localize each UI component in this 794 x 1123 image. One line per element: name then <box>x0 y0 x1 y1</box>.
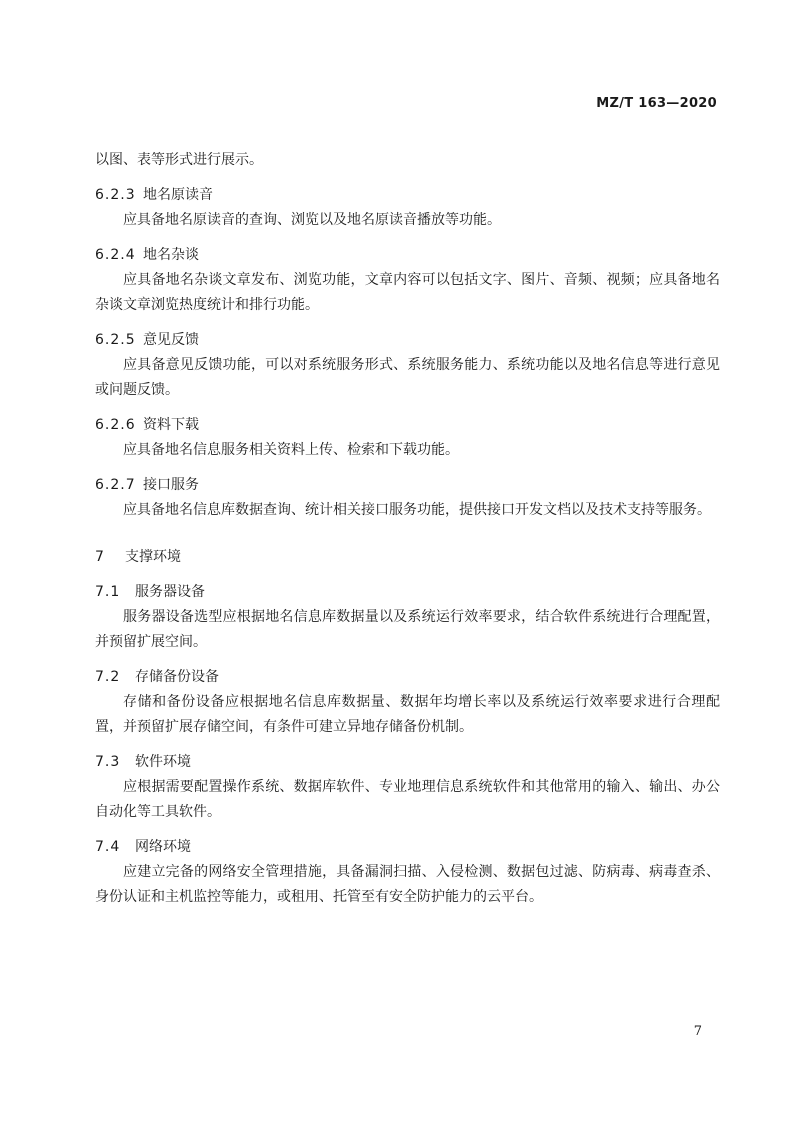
section-body-6-2-6: 应具备地名信息服务相关资料上传、检索和下载功能。 <box>123 442 459 458</box>
chapter-heading-7 <box>95 545 720 570</box>
page-content <box>95 148 720 910</box>
section-heading-6-2-4 <box>95 243 720 268</box>
section-body-6-2-5: 应具备意见反馈功能，可以对系统服务形式、系统服务能力、系统功能以及地名信息等进行意见或问题反馈。 <box>95 357 720 398</box>
section-title: 服务器设备 <box>135 584 205 600</box>
section-title: 接口服务 <box>143 477 199 493</box>
page-number: 7 <box>693 1024 702 1039</box>
document-code: MZ/T 163—2020 <box>596 96 717 111</box>
section-title: 意见反馈 <box>143 332 199 348</box>
section-number: 6.2.5 <box>95 332 136 348</box>
section-number: 7.3 <box>95 754 121 770</box>
section-heading-7-2 <box>95 665 720 690</box>
section-heading-7-1 <box>95 580 720 605</box>
section-title: 地名杂谈 <box>143 247 199 263</box>
chapter-number: 7 <box>95 549 105 565</box>
section-title: 地名原读音 <box>143 187 213 203</box>
section-body-7-2: 存储和备份设备应根据地名信息库数据量、数据年均增长率以及系统运行效率要求进行合理配置，并预留扩展存储空间，有条件可建立异地存储备份机制。 <box>95 694 720 735</box>
section-heading-6-2-7 <box>95 473 720 498</box>
section-body-7-1: 服务器设备选型应根据地名信息库数据量以及系统运行效率要求，结合软件系统进行合理配置，并预留扩展空间。 <box>95 609 720 650</box>
section-heading-6-2-6 <box>95 413 720 438</box>
section-number: 7.2 <box>95 669 121 685</box>
continuation-paragraph: 以图、表等形式进行展示。 <box>95 152 263 168</box>
section-number: 6.2.3 <box>95 187 136 203</box>
section-number: 7.4 <box>95 839 121 855</box>
section-body-7-3: 应根据需要配置操作系统、数据库软件、专业地理信息系统软件和其他常用的输入、输出、办公自动化等工具软件。 <box>95 779 720 820</box>
section-title: 网络环境 <box>135 839 191 855</box>
section-body-6-2-3: 应具备地名原读音的查询、浏览以及地名原读音播放等功能。 <box>123 212 501 228</box>
section-number: 6.2.7 <box>95 477 136 493</box>
section-title: 资料下载 <box>143 417 199 433</box>
section-heading-7-4 <box>95 835 720 860</box>
section-heading-7-3 <box>95 750 720 775</box>
section-body-6-2-7: 应具备地名信息库数据查询、统计相关接口服务功能，提供接口开发文档以及技术支持等服务。 <box>123 502 711 518</box>
section-number: 7.1 <box>95 584 121 600</box>
section-heading-6-2-5 <box>95 328 720 353</box>
section-number: 6.2.4 <box>95 247 136 263</box>
section-number: 6.2.6 <box>95 417 136 433</box>
section-body-6-2-4: 应具备地名杂谈文章发布、浏览功能，文章内容可以包括文字、图片、音频、视频；应具备地名杂谈文章浏览热度统计和排行功能。 <box>95 272 720 313</box>
section-body-7-4: 应建立完备的网络安全管理措施，具备漏洞扫描、入侵检测、数据包过滤、防病毒、病毒查杀、身份认证和主机监控等能力，或租用、托管至有安全防护能力的云平台。 <box>95 864 720 905</box>
chapter-title: 支撑环境 <box>125 549 181 565</box>
section-title: 存储备份设备 <box>135 669 219 685</box>
section-heading-6-2-3 <box>95 183 720 208</box>
section-title: 软件环境 <box>135 754 191 770</box>
